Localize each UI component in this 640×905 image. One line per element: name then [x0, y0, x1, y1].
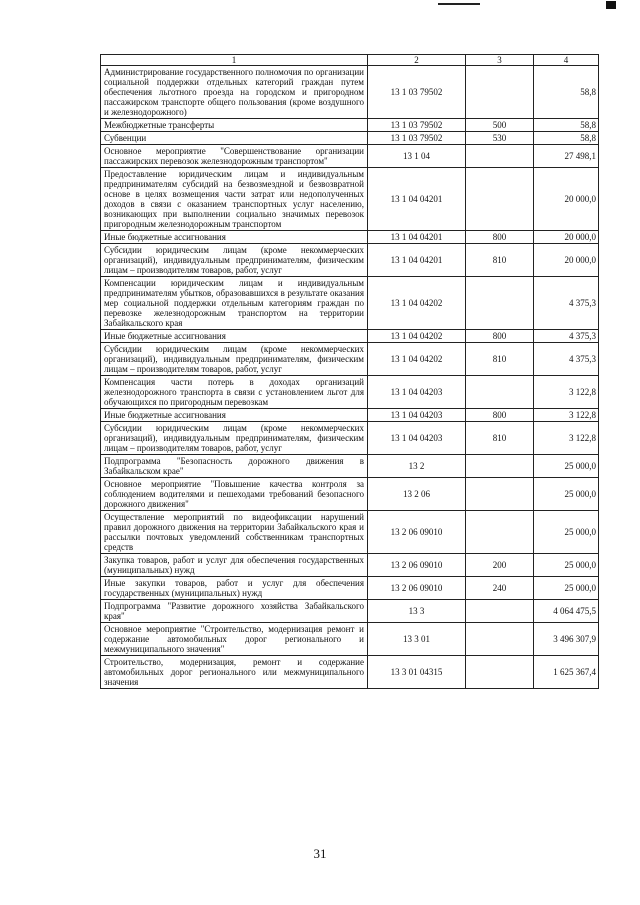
expense-type: 800	[466, 231, 534, 244]
table-row	[101, 244, 599, 277]
target-code: 13 2 06 09010	[368, 577, 466, 600]
amount: 3 496 307,9	[534, 623, 599, 656]
row-name: Основное мероприятие "Строительство, модернизация ремонт и содержание автомобильных дорог регионального и межмуниципального значения"	[101, 623, 368, 656]
row-name: Закупка товаров, работ и услуг для обеспечения государственных (муниципальных) нужд	[101, 554, 368, 577]
table-row	[101, 422, 599, 455]
target-code: 13 1 04 04201	[368, 168, 466, 231]
table-row	[101, 511, 599, 554]
amount: 4 375,3	[534, 330, 599, 343]
table-row	[101, 554, 599, 577]
table-row	[101, 231, 599, 244]
column-number: 3	[466, 55, 534, 66]
row-name: Компенсация части потерь в доходах организаций железнодорожного транспорта в связи с установлением льгот для обучающихся по пригородным перевозкам	[101, 376, 368, 409]
table-row	[101, 455, 599, 478]
column-number: 2	[368, 55, 466, 66]
amount: 20 000,0	[534, 231, 599, 244]
table-row	[101, 478, 599, 511]
amount: 25 000,0	[534, 455, 599, 478]
expense-type	[466, 376, 534, 409]
row-name: Подпрограмма "Развитие дорожного хозяйства Забайкальского края"	[101, 600, 368, 623]
table-row	[101, 132, 599, 145]
row-name: Основное мероприятие "Совершенствование организации пассажирских перевозок железнодорожным транспортом"	[101, 145, 368, 168]
amount: 1 625 367,4	[534, 656, 599, 689]
target-code: 13 1 04 04203	[368, 376, 466, 409]
target-code: 13 3	[368, 600, 466, 623]
row-name: Администрирование государственного полномочия по организации социальной поддержки отдельных категорий граждан путем обеспечения льготного проезда на городском и пригородном пассажирском транспорте общего пользования (кроме воздушного и железнодорожного)	[101, 66, 368, 119]
expense-type: 200	[466, 554, 534, 577]
target-code: 13 2 06 09010	[368, 511, 466, 554]
row-name: Предоставление юридическим лицам и индивидуальным предпринимателям субсидий на безвозмездной и безвозвратной основе в целях возмещения части затрат или недополученных доходов в связи с оказанием транспортных услуг населению, возникающих при выполнении социально значимых перевозок пригородным железнодорожным транспортом	[101, 168, 368, 231]
expense-type	[466, 478, 534, 511]
target-code: 13 1 03 79502	[368, 66, 466, 119]
row-name: Субсидии юридическим лицам (кроме некоммерческих организаций), индивидуальным предпринимателям, физическим лицам – производителям товаров, работ, услуг	[101, 422, 368, 455]
target-code: 13 2 06 09010	[368, 554, 466, 577]
table-row	[101, 409, 599, 422]
amount: 20 000,0	[534, 244, 599, 277]
amount: 4 375,3	[534, 277, 599, 330]
amount: 58,8	[534, 132, 599, 145]
row-name: Иные бюджетные ассигнования	[101, 330, 368, 343]
target-code: 13 1 04 04201	[368, 231, 466, 244]
budget-table	[100, 54, 599, 689]
amount: 20 000,0	[534, 168, 599, 231]
column-number: 4	[534, 55, 599, 66]
column-number: 1	[101, 55, 368, 66]
target-code: 13 1 04 04202	[368, 330, 466, 343]
target-code: 13 3 01 04315	[368, 656, 466, 689]
row-name: Компенсации юридическим лицам и индивидуальным предпринимателям убытков, образовавшихся в результате оказания мер социальной поддержки отдельным категориям граждан по перевозке железнодорожным транспортом на территории Забайкальского края	[101, 277, 368, 330]
table-row	[101, 330, 599, 343]
table-row	[101, 66, 599, 119]
expense-type: 810	[466, 343, 534, 376]
amount: 4 064 475,5	[534, 600, 599, 623]
amount: 58,8	[534, 119, 599, 132]
table-body	[101, 66, 599, 689]
amount: 25 000,0	[534, 511, 599, 554]
amount: 58,8	[534, 66, 599, 119]
expense-type: 800	[466, 330, 534, 343]
amount: 4 375,3	[534, 343, 599, 376]
table-row	[101, 376, 599, 409]
expense-type: 800	[466, 409, 534, 422]
amount: 25 000,0	[534, 554, 599, 577]
row-name: Строительство, модернизация, ремонт и содержание автомобильных дорог регионального или межмуниципального значения	[101, 656, 368, 689]
target-code: 13 3 01	[368, 623, 466, 656]
expense-type: 240	[466, 577, 534, 600]
expense-type	[466, 455, 534, 478]
target-code: 13 1 03 79502	[368, 119, 466, 132]
target-code: 13 2 06	[368, 478, 466, 511]
table-row	[101, 343, 599, 376]
row-name: Иные бюджетные ассигнования	[101, 231, 368, 244]
scan-mark-line	[438, 3, 480, 5]
expense-type	[466, 145, 534, 168]
target-code: 13 1 04	[368, 145, 466, 168]
target-code: 13 1 04 04203	[368, 409, 466, 422]
table-row	[101, 168, 599, 231]
amount: 25 000,0	[534, 577, 599, 600]
amount: 3 122,8	[534, 409, 599, 422]
expense-type	[466, 277, 534, 330]
row-name: Иные бюджетные ассигнования	[101, 409, 368, 422]
expense-type	[466, 623, 534, 656]
row-name: Иные закупки товаров, работ и услуг для обеспечения государственных (муниципальных) нужд	[101, 577, 368, 600]
expense-type: 500	[466, 119, 534, 132]
table-row	[101, 145, 599, 168]
row-name: Субсидии юридическим лицам (кроме некоммерческих организаций), индивидуальным предпринимателям, физическим лицам – производителям товаров, работ, услуг	[101, 244, 368, 277]
column-number-row	[101, 55, 599, 66]
amount: 27 498,1	[534, 145, 599, 168]
target-code: 13 2	[368, 455, 466, 478]
table-row	[101, 277, 599, 330]
amount: 3 122,8	[534, 422, 599, 455]
expense-type	[466, 168, 534, 231]
target-code: 13 1 04 04203	[368, 422, 466, 455]
table-row	[101, 600, 599, 623]
table-row	[101, 656, 599, 689]
amount: 25 000,0	[534, 478, 599, 511]
row-name: Осуществление мероприятий по видеофиксации нарушений правил дорожного движения на территории Забайкальского края и рассылки почтовых уведомлений собственникам транспортных средств	[101, 511, 368, 554]
table-row	[101, 623, 599, 656]
expense-type: 810	[466, 422, 534, 455]
expense-type	[466, 511, 534, 554]
amount: 3 122,8	[534, 376, 599, 409]
table-row	[101, 577, 599, 600]
row-name: Субвенции	[101, 132, 368, 145]
row-name: Субсидии юридическим лицам (кроме некоммерческих организаций), индивидуальным предпринимателям, физическим лицам – производителям товаров, работ, услуг	[101, 343, 368, 376]
scan-mark-block	[606, 1, 616, 9]
target-code: 13 1 04 04202	[368, 277, 466, 330]
row-name: Межбюджетные трансферты	[101, 119, 368, 132]
target-code: 13 1 03 79502	[368, 132, 466, 145]
target-code: 13 1 04 04201	[368, 244, 466, 277]
table-row	[101, 119, 599, 132]
expense-type: 530	[466, 132, 534, 145]
expense-type	[466, 66, 534, 119]
row-name: Подпрограмма "Безопасность дорожного движения в Забайкальском крае"	[101, 455, 368, 478]
expense-type	[466, 656, 534, 689]
target-code: 13 1 04 04202	[368, 343, 466, 376]
page-number: 31	[313, 846, 327, 861]
expense-type	[466, 600, 534, 623]
row-name: Основное мероприятие "Повышение качества контроля за соблюдением водителями и пешеходами требований безопасного дорожного движения"	[101, 478, 368, 511]
expense-type: 810	[466, 244, 534, 277]
